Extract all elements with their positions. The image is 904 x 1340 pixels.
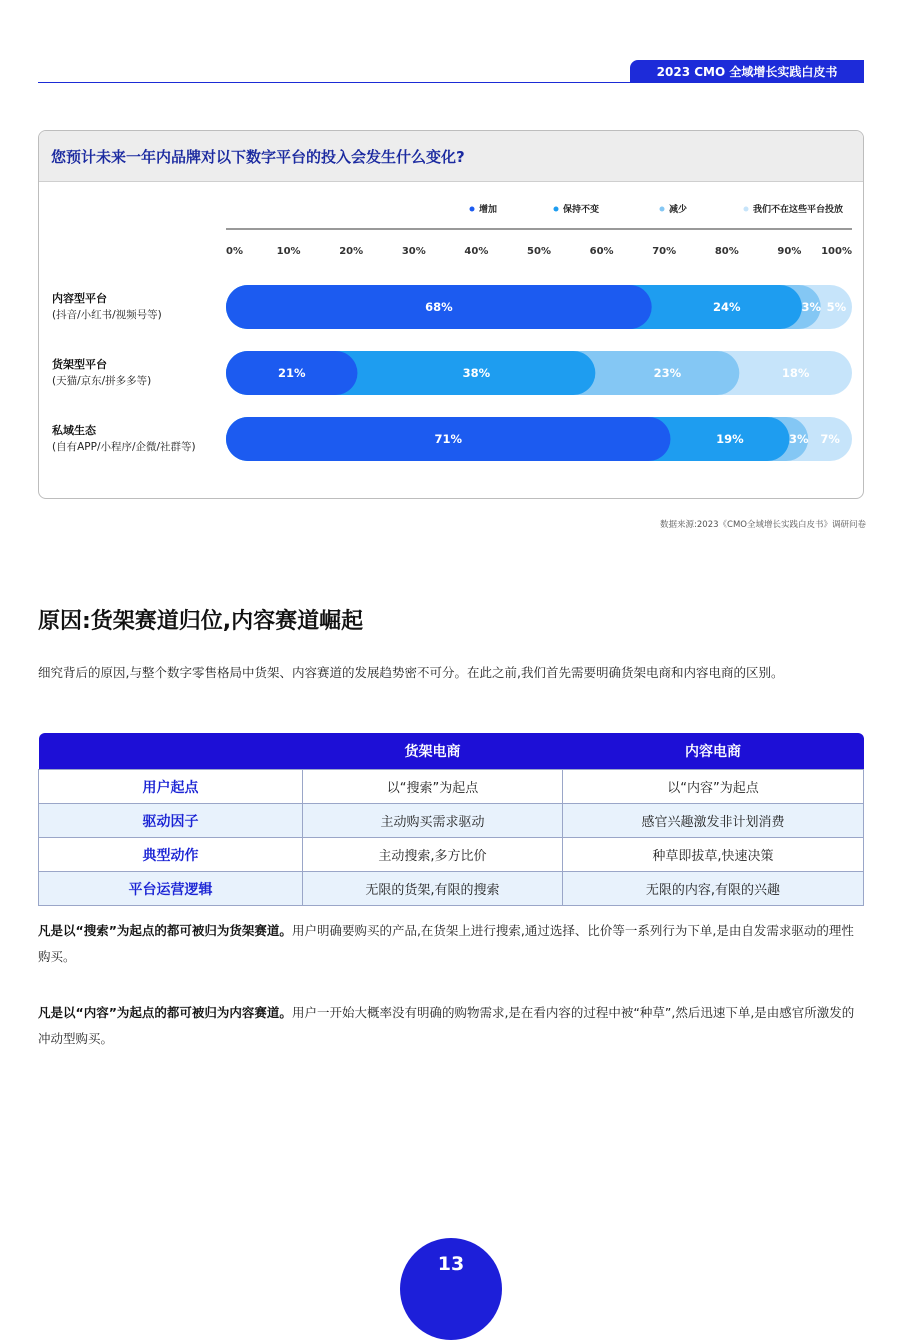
legend-marker bbox=[660, 207, 665, 212]
content-lead: 凡是以“内容”为起点的都可被归为内容赛道。 bbox=[38, 1005, 292, 1020]
table-row bbox=[39, 770, 864, 804]
header-rule bbox=[38, 82, 864, 83]
content-paragraph bbox=[38, 1000, 864, 1052]
survey-question: 您预计未来一年内品牌对以下数字平台的投入会发生什么变化? bbox=[39, 131, 863, 182]
data-label: 7% bbox=[820, 432, 840, 446]
category-label: 货架型平台 bbox=[52, 358, 107, 371]
legend-marker bbox=[744, 207, 749, 212]
comparison-header-content: 内容电商 bbox=[563, 733, 864, 770]
data-label: 21% bbox=[277, 366, 306, 380]
data-label: 68% bbox=[425, 300, 453, 314]
shelf-body: 用户明确要购买的产品,在货架上进行搜索,通过选择、比价等一系列行为下单,是由自发需求驱动的理性购买。 bbox=[38, 923, 854, 964]
data-label: 38% bbox=[462, 366, 491, 380]
table-cell: 无限的货架,有限的搜索 bbox=[303, 872, 563, 906]
table-cell: 主动购买需求驱动 bbox=[303, 804, 563, 838]
data-source: 数据来源:2023《CMO全域增长实践白皮书》调研问卷 bbox=[660, 520, 866, 530]
intro-paragraph: 细究背后的原因,与整个数字零售格局中货架、内容赛道的发展趋势密不可分。在此之前,我们首先需要明确货架电商和内容电商的区别。 bbox=[38, 665, 784, 680]
category-label: 内容型平台 bbox=[52, 292, 107, 305]
tick-label: 100% bbox=[821, 246, 852, 257]
tick-label: 0% bbox=[226, 246, 243, 257]
tick-label: 10% bbox=[276, 246, 301, 257]
category-sublabel: (抖音/小红书/视频号等) bbox=[52, 309, 162, 321]
tick-label: 80% bbox=[714, 246, 739, 257]
tick-label: 20% bbox=[339, 246, 364, 257]
stacked-bar-chart bbox=[39, 181, 864, 499]
comparison-header-shelf: 货架电商 bbox=[303, 733, 563, 770]
row-header: 平台运营逻辑 bbox=[39, 872, 303, 906]
table-row bbox=[39, 838, 864, 872]
data-label: 18% bbox=[781, 366, 810, 380]
legend-label: 增加 bbox=[479, 205, 498, 215]
comparison-header-empty bbox=[39, 733, 303, 770]
tick-label: 70% bbox=[652, 246, 677, 257]
tick-label: 60% bbox=[589, 246, 614, 257]
legend-label: 我们不在这些平台投放 bbox=[753, 205, 844, 215]
legend-label: 减少 bbox=[669, 205, 688, 215]
category-sublabel: (天猫/京东/拼多多等) bbox=[52, 375, 152, 387]
data-label: 24% bbox=[713, 300, 741, 314]
table-cell: 感官兴趣激发非计划消费 bbox=[563, 804, 864, 838]
comparison-table bbox=[38, 733, 864, 906]
data-label: 3% bbox=[801, 300, 822, 314]
table-row bbox=[39, 804, 864, 838]
content-body: 用户一开始大概率没有明确的购物需求,是在看内容的过程中被“种草”,然后迅速下单,是由感官所激发的冲动型购买。 bbox=[38, 1005, 855, 1046]
shelf-lead: 凡是以“搜索”为起点的都可被归为货架赛道。 bbox=[38, 923, 292, 938]
row-header: 典型动作 bbox=[39, 838, 303, 872]
page-number: 13 bbox=[400, 1238, 502, 1340]
tick-label: 30% bbox=[401, 246, 426, 257]
category-label: 私域生态 bbox=[52, 424, 96, 437]
table-cell: 以“搜索”为起点 bbox=[303, 770, 563, 804]
legend-label: 保持不变 bbox=[563, 205, 600, 215]
table-cell: 种草即拔草,快速决策 bbox=[563, 838, 864, 872]
data-label: 71% bbox=[434, 432, 462, 446]
data-label: 19% bbox=[716, 432, 744, 446]
table-cell: 无限的内容,有限的兴趣 bbox=[563, 872, 864, 906]
tick-label: 90% bbox=[777, 246, 802, 257]
legend-marker bbox=[470, 207, 475, 212]
table-cell: 主动搜索,多方比价 bbox=[303, 838, 563, 872]
data-label: 23% bbox=[653, 366, 682, 380]
row-header: 用户起点 bbox=[39, 770, 303, 804]
shelf-paragraph bbox=[38, 918, 864, 970]
header-tab: 2023 CMO 全域增长实践白皮书 bbox=[630, 60, 864, 83]
legend-marker bbox=[554, 207, 559, 212]
data-label: 3% bbox=[789, 432, 809, 446]
survey-card bbox=[38, 130, 864, 499]
tick-label: 50% bbox=[527, 246, 551, 257]
tick-label: 40% bbox=[464, 246, 489, 257]
comparison-header-row bbox=[39, 733, 864, 770]
table-row bbox=[39, 872, 864, 906]
section-title: 原因:货架赛道归位,内容赛道崛起 bbox=[38, 609, 364, 634]
row-header: 驱动因子 bbox=[39, 804, 303, 838]
data-label: 5% bbox=[826, 300, 847, 314]
category-sublabel: (自有APP/小程序/企微/社群等) bbox=[52, 441, 196, 453]
table-cell: 以“内容”为起点 bbox=[563, 770, 864, 804]
